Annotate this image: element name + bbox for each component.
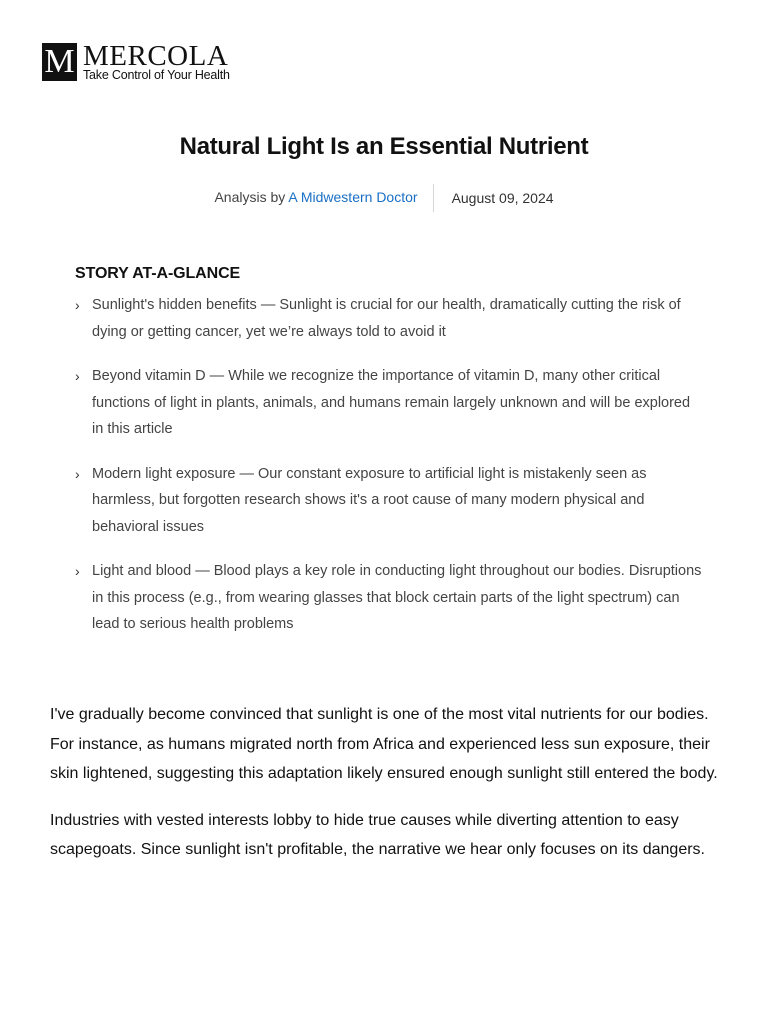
chevron-right-icon: › [75, 297, 80, 313]
publish-date: August 09, 2024 [451, 190, 554, 206]
glance-item [75, 292, 705, 345]
logo-mark: M [42, 43, 77, 81]
mercola-logo[interactable] [42, 40, 230, 82]
glance-item-text: Modern light exposure — Our constant exposure to artificial light is mistakenly seen as harmless, but forgotten research shows it's a root cause of many modern physical and behavioral issues [92, 465, 647, 535]
glance-item-text: Beyond vitamin D — While we recognize the importance of vitamin D, many other critical functions of light in plants, animals, and humans remain largely unknown and will be explored in this article [92, 368, 691, 437]
article-title: Natural Light Is an Essential Nutrient [179, 133, 589, 160]
glance-item [75, 461, 705, 541]
glance-heading: STORY AT-A-GLANCE [75, 265, 241, 282]
byline-prefix: Analysis by [214, 189, 286, 205]
logo-text [83, 40, 230, 82]
glance-item-text: Light and blood — Blood plays a key role in conducting light throughout our bodies. Disruptions in this process (e.g., from wearing glasses that block certain parts of the light spectrum) can lead to serious health problems [92, 563, 702, 632]
chevron-right-icon: › [75, 563, 80, 579]
logo-wordmark: MERCOLA [83, 40, 229, 72]
logo-tagline: Take Control of Your Health [83, 68, 230, 82]
body-paragraph: Industries with vested interests lobby to hide true causes while diverting attention to easy scapegoats. Since sunlight isn't profitable, the narrative we hear only focuses on its dangers. [50, 811, 705, 858]
glance-item [75, 363, 705, 443]
glance-list [75, 292, 705, 638]
byline [0, 184, 768, 212]
author-block [214, 184, 432, 212]
glance-item [75, 558, 705, 638]
story-at-a-glance [75, 265, 705, 656]
glance-item-text: Sunlight's hidden benefits — Sunlight is crucial for our health, dramatically cutting the risk of dying or getting cancer, yet we’re always told to avoid it [92, 297, 681, 340]
author-link[interactable]: A Midwestern Doctor [288, 189, 418, 205]
article-body [50, 700, 726, 882]
chevron-right-icon: › [75, 465, 80, 482]
chevron-right-icon: › [75, 368, 80, 384]
body-paragraph: I've gradually become convinced that sunlight is one of the most vital nutrients for our bodies. For instance, as humans migrated north from Africa and experienced less sun exposure, their skin lightened, suggesting this adaptation likely ensured enough sunlight still entered the body. [50, 706, 718, 782]
